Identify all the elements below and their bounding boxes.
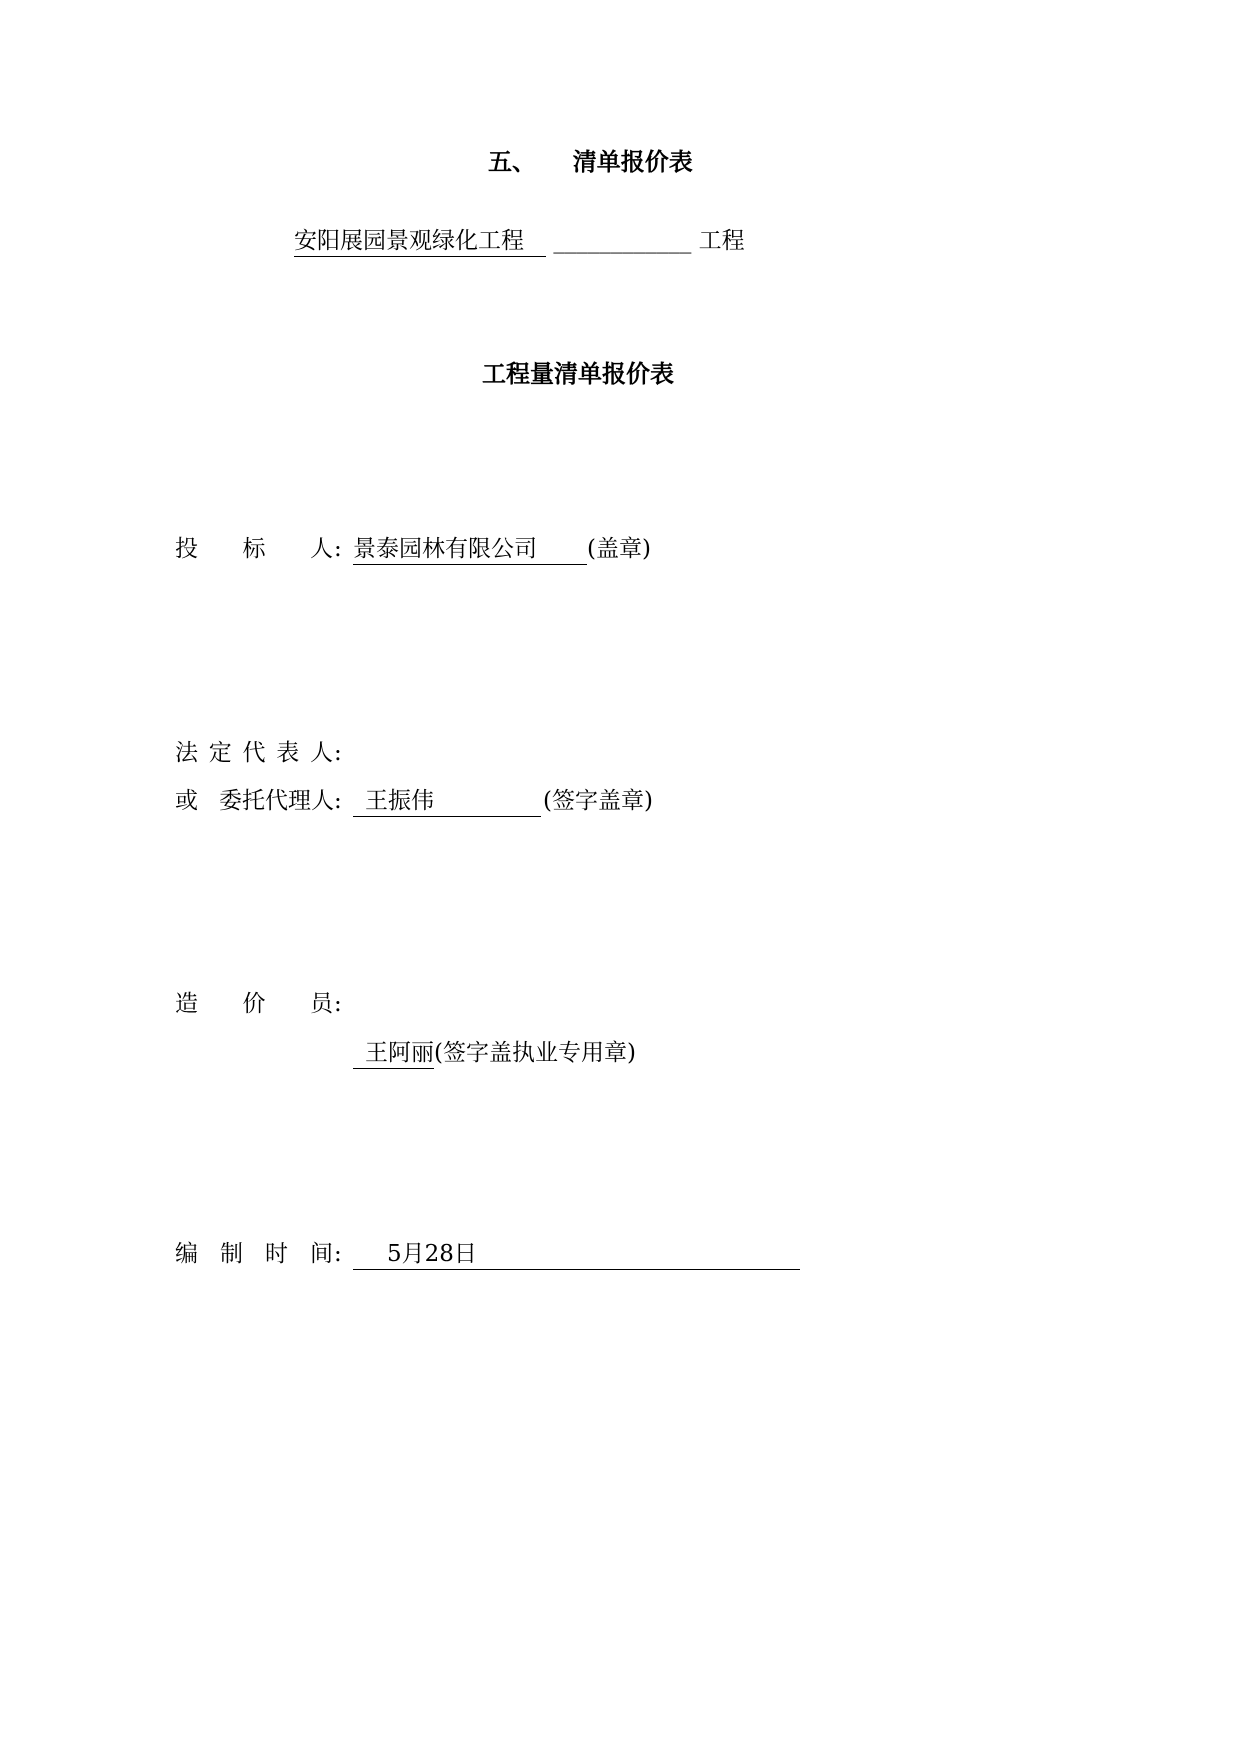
cost-engineer-colon: : — [334, 991, 342, 1017]
cost-engineer-label — [175, 993, 333, 1016]
bidder-note: (盖章) — [587, 536, 651, 562]
prepared-date-label-char: 间 — [310, 1241, 333, 1267]
project-line — [294, 230, 745, 257]
legal-rep-label-char: 定 — [208, 740, 232, 766]
cost-engineer-label-char: 员 — [310, 991, 333, 1017]
project-name: 安阳展园景观绿化工程 — [294, 230, 546, 257]
legal-rep-colon: : — [334, 740, 342, 766]
project-blank: ____________ — [553, 228, 692, 254]
prepared-date-colon: : — [334, 1241, 342, 1267]
section-number: 五、 — [488, 148, 536, 176]
bidder-label-char: 标 — [242, 536, 266, 562]
prepared-date-label-char: 编 — [175, 1241, 198, 1267]
legal-rep-label — [175, 742, 333, 765]
prepared-date-label — [175, 1243, 333, 1266]
cost-engineer-label-char: 价 — [242, 991, 266, 1017]
prepared-date-label-char: 时 — [265, 1241, 288, 1267]
project-suffix: 工程 — [698, 228, 745, 254]
cost-engineer-value: 王阿丽 — [353, 1042, 434, 1069]
bidder-label-char: 投 — [175, 536, 198, 562]
agent-value: 王振伟 — [353, 790, 541, 817]
agent-label: 委托代理人: — [219, 788, 342, 814]
bidder-label-char: 人 — [310, 536, 333, 562]
section-heading — [488, 150, 693, 174]
section-title: 清单报价表 — [572, 148, 693, 176]
legal-rep-label-char: 代 — [242, 740, 266, 766]
legal-rep-label-char: 法 — [175, 740, 198, 766]
cost-engineer-note: (签字盖执业专用章) — [434, 1040, 636, 1066]
prepared-date-value: 5月28日 — [353, 1243, 800, 1270]
legal-rep-label-char: 人 — [310, 740, 333, 766]
bidder-value: 景泰园林有限公司 — [353, 538, 587, 565]
bidder-colon: : — [334, 536, 342, 562]
prepared-date-label-char: 制 — [220, 1241, 243, 1267]
agent-prefix: 或 — [175, 788, 198, 814]
cost-engineer-label-char: 造 — [175, 991, 198, 1017]
cost-engineer-sign-row — [353, 1042, 636, 1069]
table-title: 工程量清单报价表 — [482, 360, 674, 388]
legal-rep-label-char: 表 — [276, 740, 300, 766]
agent-note: (签字盖章) — [543, 788, 653, 814]
bidder-label — [175, 538, 333, 561]
